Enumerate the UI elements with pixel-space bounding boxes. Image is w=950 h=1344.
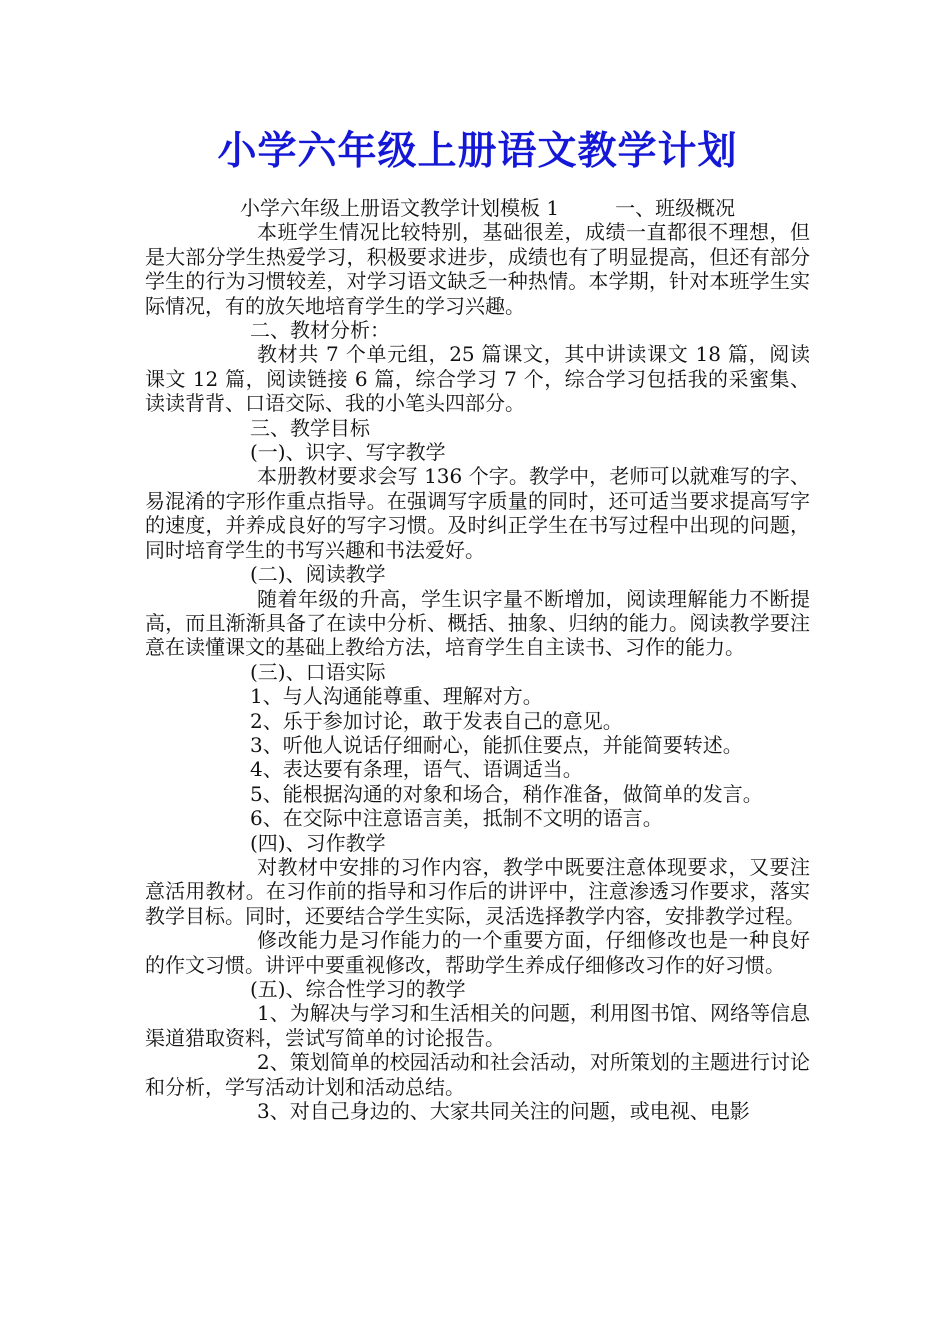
- section-heading: 6、在交际中注意语言美，抵制不文明的语言。: [250, 806, 663, 831]
- section-heading: (五)、综合性学习的教学: [250, 977, 466, 1001]
- intro-line: [145, 196, 810, 220]
- paragraph: 2、策划简单的校园活动和社会活动，对所策划的主题进行讨论和分析，学写活动计划和活动总结。: [145, 1050, 810, 1099]
- paragraph: 3、对自己身边的、大家共同关注的问题，或电视、电影: [257, 1099, 750, 1124]
- section-heading: 一、班级概况: [615, 196, 736, 220]
- section-heading: (四)、习作教学: [250, 830, 386, 855]
- paragraph: 本班学生情况比较特别，基础很差，成绩一直都很不理想，但是大部分学生热爱学习，积极要求进步，成绩也有了明显提高，但还有部分学生的行为习惯较差，对学习语文缺乏一种热情。本学期，针对本班学生实际情况，有的放矢地培育学生的学习兴趣。: [145, 220, 810, 318]
- section-heading: (二)、阅读教学: [250, 562, 386, 587]
- section-heading: 4、表达要有条理，语气、语调适当。: [250, 757, 583, 782]
- document-title: 小学六年级上册语文教学计划: [217, 129, 738, 174]
- paragraph: 修改能力是习作能力的一个重要方面，仔细修改也是一种良好的作文习惯。讲评中要重视修改，帮助学生养成仔细修改习作的好习惯。: [145, 928, 810, 977]
- paragraph: 本册教材要求会写 136 个字。教学中，老师可以就难写的字、易混淆的字形作重点指导。在强调写字质量的同时，还可适当要求提高写字的速度，并养成良好的写字习惯。及时纠正学生在书写过程中出现的问题，同时培育学生的书写兴趣和书法爱好。: [145, 464, 810, 562]
- document-body: [145, 196, 810, 1123]
- paragraph-list: [145, 220, 810, 1123]
- section-heading: 二、教材分析：: [250, 318, 390, 343]
- paragraph: 1、为解决与学习和生活相关的问题，利用图书馆、网络等信息渠道猎取资料，尝试写简单的讨论报告。: [145, 1001, 810, 1050]
- paragraph: 对教材中安排的习作内容，教学中既要注意体现要求，又要注意活用教材。在习作前的指导和习作后的讲评中，注意渗透习作要求，落实教学目标。同时，还要结合学生实际，灵活选择教学内容，安排教学过程。: [145, 854, 810, 928]
- section-heading: 3、听他人说话仔细耐心，能抓住要点，并能简要转述。: [250, 732, 743, 757]
- section-heading: 三、教学目标: [250, 415, 370, 440]
- section-heading: (三)、口语实际: [250, 659, 386, 684]
- paragraph: 教材共 7 个单元组，25 篇课文，其中讲读课文 18 篇，阅读课文 12 篇，阅读链接 6 篇，综合学习 7 个，综合学习包括我的采蜜集、读读背背、口语交际、我的小笔头四部分。: [145, 342, 810, 416]
- section-heading: 2、乐于参加讨论，敢于发表自己的意见。: [250, 708, 623, 733]
- section-heading: 1、与人沟通能尊重、理解对方。: [250, 684, 543, 709]
- template-name: 小学六年级上册语文教学计划模板 1: [240, 196, 560, 220]
- paragraph: 随着年级的升高，学生识字量不断增加，阅读理解能力不断提高，而且渐渐具备了在读中分析、概括、抽象、归纳的能力。阅读教学要注意在读懂课文的基础上教给方法，培育学生自主读书、习作的能力。: [145, 586, 810, 660]
- section-heading: (一)、识字、写字教学: [250, 440, 446, 465]
- section-heading: 5、能根据沟通的对象和场合，稍作准备，做简单的发言。: [250, 781, 763, 806]
- document-page: [145, 122, 810, 1123]
